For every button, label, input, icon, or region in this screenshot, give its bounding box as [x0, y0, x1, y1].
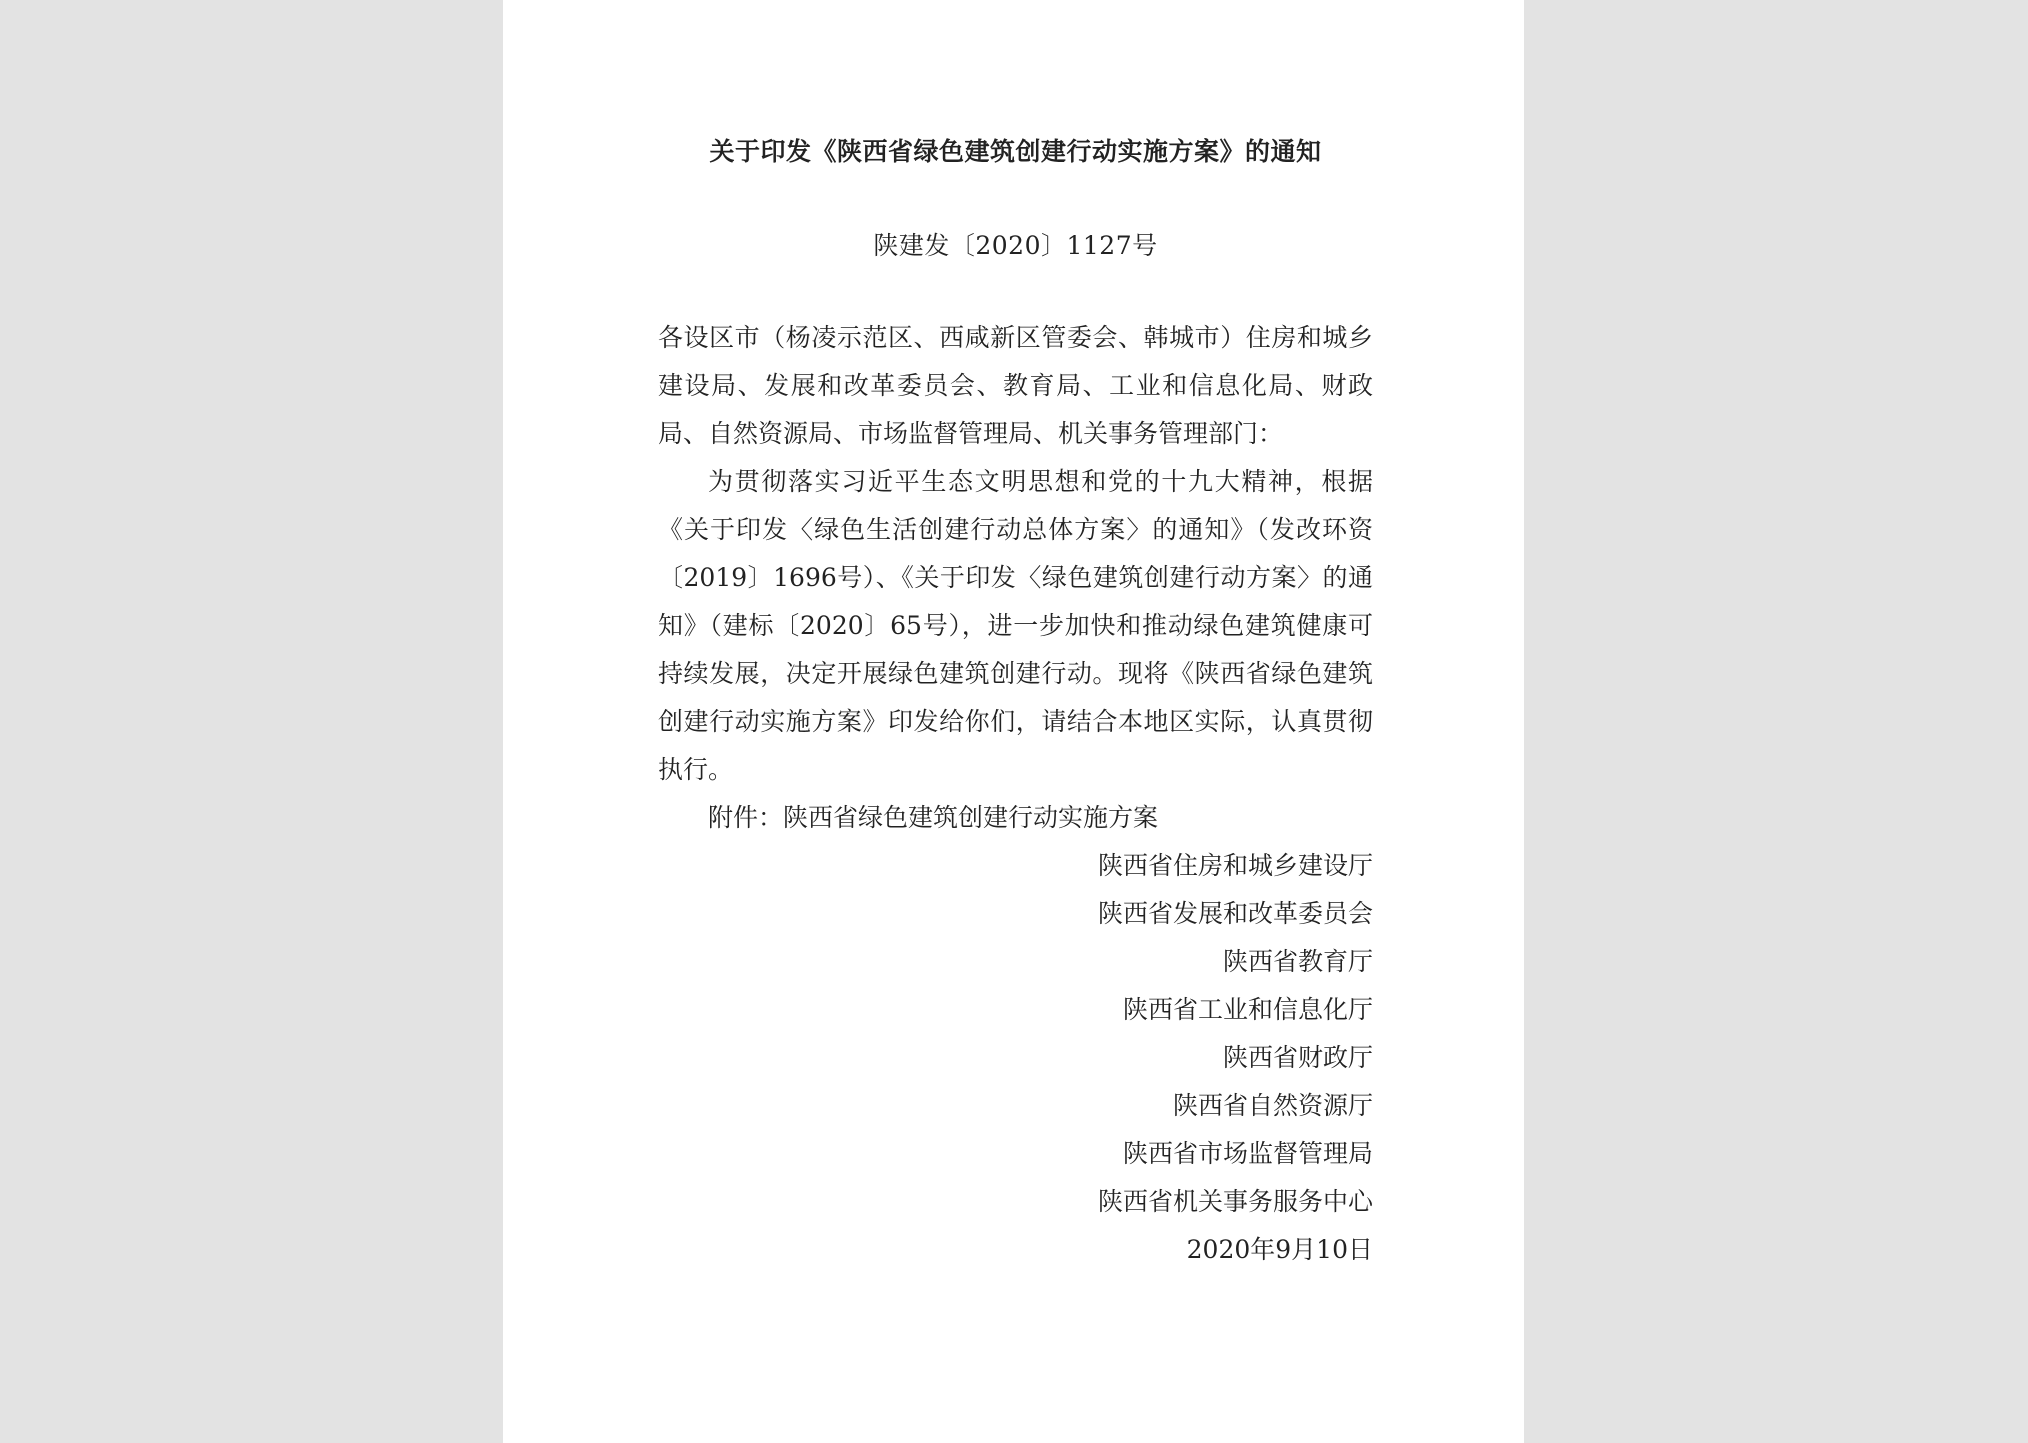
attachment-line: 附件：陕西省绿色建筑创建行动实施方案 — [708, 803, 1159, 832]
signatory: 陕西省教育厅 — [1222, 947, 1373, 976]
signatory: 陕西省发展和改革委员会 — [1097, 899, 1373, 928]
document-number: 陕建发〔2020〕1127号 — [873, 231, 1158, 260]
document-body — [658, 314, 1373, 1274]
page-content — [658, 128, 1373, 1274]
signatory: 陕西省财政厅 — [1222, 1043, 1373, 1072]
signatory: 陕西省住房和城乡建设厅 — [1097, 851, 1373, 880]
document-page — [503, 0, 1524, 1443]
signatory-list — [658, 842, 1373, 1226]
signatory: 陕西省机关事务服务中心 — [1097, 1187, 1373, 1216]
signatory: 陕西省市场监督管理局 — [1122, 1139, 1373, 1168]
document-title: 关于印发《陕西省绿色建筑创建行动实施方案》的通知 — [709, 137, 1322, 166]
signatory: 陕西省工业和信息化厅 — [1122, 995, 1373, 1024]
body-paragraph: 为贯彻落实习近平生态文明思想和党的十九大精神，根据《关于印发〈绿色生活创建行动总体方案〉的通知》（发改环资〔2019〕1696号）、《关于印发〈绿色建筑创建行动方案〉的通知》（建标〔2020〕65号），进一步加快和推动绿色建筑健康可持续发展，决定开展绿色建筑创建行动。现将《陕西省绿色建筑创建行动实施方案》印发给你们，请结合本地区实际，认真贯彻执行。 — [658, 467, 1373, 784]
signatory: 陕西省自然资源厅 — [1172, 1091, 1373, 1120]
addressee: 各设区市（杨凌示范区、西咸新区管委会、韩城市）住房和城乡建设局、发展和改革委员会、教育局、工业和信息化局、财政局、自然资源局、市场监督管理局、机关事务管理部门： — [658, 323, 1373, 448]
issue-date: 2020年9月10日 — [1186, 1235, 1373, 1264]
